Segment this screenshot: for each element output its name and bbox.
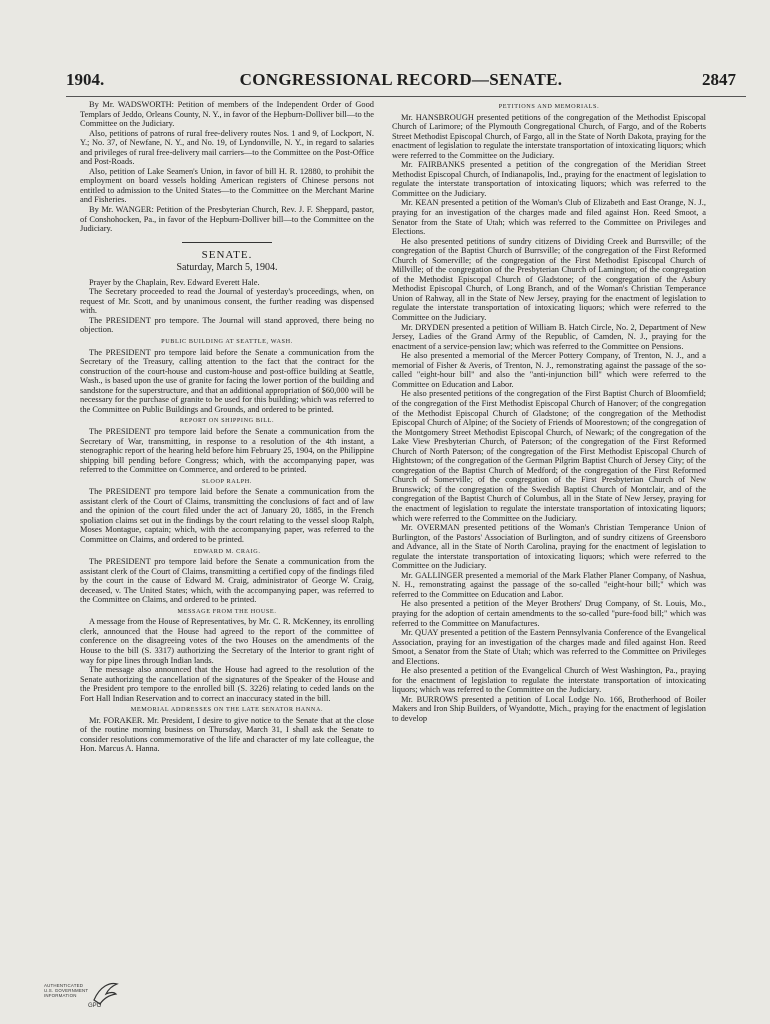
paragraph: By Mr. WANGER: Petition of the Presbyterian Church, Rev. J. F. Sheppard, pastor, of Conshohocken, Pa., in favor of the Hepburn-Dolliver bill—to the Committee on the Judiciary. [80,205,374,234]
section-heading: SLOOP RALPH. [202,477,252,485]
header-year: 1904. [66,70,105,89]
paragraph: The Secretary proceeded to read the Journal of yesterday's proceedings, when, on request of Mr. Scott, and by unanimous consent, the further reading was dispensed with. [80,287,374,316]
section-heading: MEMORIAL ADDRESSES ON THE LATE SENATOR HANNA. [130,706,324,714]
section-heading: MESSAGE FROM THE HOUSE. [177,607,277,615]
right-column [392,100,706,724]
paragraph: He also presented petitions of the congregation of the First Baptist Church of Bloomfield; of the congregation of the First Methodist Episcopal Church of Hanover; of the congregation of the Methodist Episcopal Church of Gladstone; of the congregation of the Methodist Episcopal Church of Alpine; of the Society of Friends of Moorestown; of the congregation of the Montgomery Street Methodist Episcopal Church, of Newark; of the congregation of the Lake View Presbyterian Church, of Paterson; of the congregation of the First Reformed Church of North Paterson; of the congregation of the First Methodist Episcopal Church of Hightstown; of the congregation of the German Pilgrim Baptist Church of Jersey City; of the congregation of the Baptist Church of Medford; of the congregation of the First Reformed Church of Somerville; of the congregation of the First Presbyterian Church of New Brunswick; of the congregation of the Swedish Baptist Church of Montclair, and of the congregation of the Baptist Church of Columbus, all in the State of New Jersey, praying for the enactment of legislation to regulate the interstate transportation of intoxicating liquors; which were referred to the Committee on the Judiciary. [392,389,706,523]
paragraph: Mr. OVERMAN presented petitions of the Woman's Christian Temperance Union of Burlington, of the Pastors' Association of Burlington, and of sundry citizens of Greensboro and Advance, all in the State of North Carolina, praying for the enactment of legislation to regulate the interstate transportation of intoxicating liquors; which were referred to the Committee on the Judiciary. [392,523,706,571]
paragraph: He also presented a petition of the Meyer Brothers' Drug Company, of St. Louis, Mo., praying for the adoption of certain amendments to the so-called "pure-food bill;" which was referred to the Committee on Manufactures. [392,599,706,628]
section-heading: EDWARD M. CRAIG. [193,547,261,555]
paragraph: The PRESIDENT pro tempore laid before the Senate a communication from the assistant clerk of the Court of Claims, transmitting a certified copy of the findings filed by the court in the cause of Edward M. Craig, administrator of George W. Craig, deceased, v. The United States; which, with the accompanying paper, was referred to the Committee on Claims, and ordered to be printed. [80,557,374,605]
paragraph: Prayer by the Chaplain, Rev. Edward Everett Hale. [89,277,260,287]
paragraph: He also presented a memorial of the Mercer Pottery Company, of Trenton, N. J., and a memorial of Fisher & Averis, of Trenton, N. J., remonstrating against the passage of the so-called "eight-hour bill" and also the "anti-injunction bill" which were referred to the Committee on Education and Labor. [392,351,706,389]
paragraph: A message from the House of Representatives, by Mr. C. R. McKenney, its enrolling clerk, announced that the House had agreed to the report of the committee of conference on the disagreeing votes of the two Houses on the amendments of the House to the bill (S. 3317) authorizing the Secretary of the Interior to grant right of way for pipe lines through Indian lands. [80,617,374,665]
header-page-number: 2847 [702,70,736,89]
paragraph: The PRESIDENT pro tempore laid before the Senate a communication from the assistant clerk of the Court of Claims, transmitting the conclusions of fact and of law and the opinion of the court filed under the act of January 20, 1885, in the French spoliation claims set out in the findings by the court relating to the vessel sloop Ralph, Moses Montague, captain; which, with the accompanying paper, was referred to the Committee on Claims, and ordered to be printed. [80,487,374,544]
paragraph: Mr. GALLINGER presented a memorial of the Mark Flather Planer Company, of Nashua, N. H., remonstrating against the passage of the so-called "eight-hour bill;" which was referred to the Committee on Education and Labor. [392,570,706,599]
paragraph: The PRESIDENT pro tempore laid before the Senate a communication from the Secretary of the Treasury, calling attention to the fact that the contract for the construction of the court-house and custom-house and post-office building at Seattle, Wash., is based upon the use of granite for facing the lower portion of the building and sandstone for the superstructure, and that an additional appropriation of $60,000 will be necessary for the purchase of granite to be used for this building; which was referred to the Committee on Public Buildings and Grounds, and ordered to be printed. [80,347,374,414]
session-date: Saturday, March 5, 1904. [176,262,278,274]
section-heading: PETITIONS AND MEMORIALS. [498,103,600,110]
paragraph: Mr. QUAY presented a petition of the Eastern Pennsylvania Conference of the Evangelical Association, praying for an investigation of the charges made and filed against Hon. Reed Smoot, a Senator from the State of Utah; which was referred to the Committee on Privileges and Elections. [392,628,706,666]
header-rule [66,96,746,97]
header-title: CONGRESSIONAL RECORD—SENATE. [239,70,563,89]
authentication-text [44,983,88,998]
paragraph: Also, petition of Lake Seamen's Union, in favor of bill H. R. 12880, to prohibit the employment on board vessels holding American registers of Chinese persons not entitled to admission to the United States—to the Committee on the Merchant Marine and Fisheries. [80,166,374,205]
paragraph: Mr. HANSBROUGH presented petitions of the congregation of the Methodist Episcopal Church of Larimore; of the Plymouth Congregational Church, of Fargo, and of the Roberts Street Methodist Episcopal Church, of Fargo, all in the State of North Dakota, praying for the enactment of legislation to regulate the interstate transportation of intoxicating liquors; which were referred to the Committee on the Judiciary. [392,112,706,160]
paragraph: Mr. KEAN presented a petition of the Woman's Club of Elizabeth and East Orange, N. J., praying for an investigation of the charges made and filed against Hon. Reed Smoot, a Senator from the State of Utah; which was referred to the Committee on Privileges and Elections. [392,198,706,237]
senate-heading: SENATE. [201,248,253,261]
paragraph: The PRESIDENT pro tempore. The Journal will stand approved, there being no objection. [80,315,374,335]
paragraph: Mr. BURROWS presented a petition of Local Lodge No. 166, Brotherhood of Boiler Makers and Iron Ship Builders, of Wyandotte, Mich., praying for the enactment of legislation to develop [392,694,706,723]
paragraph: Mr. FAIRBANKS presented a petition of the congregation of the Meridian Street Methodist Episcopal Church, of Indianapolis, Ind., praying for the enactment of legislation to regulate the interstate transportation of intoxicating liquors; which was referred to the Committee on the Judiciary. [392,160,706,198]
paragraph: Mr. FORAKER. Mr. President, I desire to give notice to the Senate that at the close of the routine morning business on Thursday, March 31, I shall ask the Senate to consider resolutions commemorative of the life and character of my late colleague, the Hon. Marcus A. Hanna. [80,715,374,754]
gpo-authentication-logo [44,978,124,1014]
section-heading: PUBLIC BUILDING AT SEATTLE, WASH. [161,338,293,346]
gpo-label: GPO [88,1003,102,1009]
authenticated-line: INFORMATION [44,993,77,998]
authenticated-line: AUTHENTICATED [44,983,84,988]
authenticated-line: U.S. GOVERNMENT [44,988,89,993]
left-column [80,100,374,754]
section-heading: REPORT ON SHIPPING BILL. [179,417,275,425]
page-header [66,70,736,96]
paragraph: Mr. DRYDEN presented a petition of William B. Hatch Circle, No. 2, Department of New Jersey, Ladies of the Grand Army of the Republic, of Camden, N. J., praying for the enactment of a service-pension law; which was referred to the Committee on Pensions. [392,322,706,351]
paragraph: Also, petitions of patrons of rural free-delivery routes Nos. 1 and 9, of Lockport, N. Y.; No. 37, of Newfane, N. Y., and No. 19, of Lyndonville, N. Y., in regard to salaries and privileges of rural free-delivery mail carriers—to the Committee on the Post-Office and Post-Roads. [80,128,374,167]
paragraph: The message also announced that the House had agreed to the resolution of the Senate authorizing the cancellation of the signatures of the Speaker of the House and the President pro tempore to the enrolled bill (S. 3226) relating to ceded lands on the Fort Hall Indian Reservation and to correct an inaccuracy stated in the bill. [80,665,374,703]
paragraph: He also presented a petition of the Evangelical Church of West Washington, Pa., praying for the enactment of legislation to regulate the interstate transportation of intoxicating liquors; which was referred to the Committee on the Judiciary. [392,666,706,695]
section-divider [182,242,272,243]
paragraph: By Mr. WADSWORTH: Petition of members of the Independent Order of Good Templars of Jeddo, Orleans County, N. Y., in favor of the Hepburn-Dolliver bill—to the Committee on the Judiciary. [80,100,374,129]
paragraph: He also presented petitions of sundry citizens of Dividing Creek and Burrsville; of the congregation of the Baptist Church of Burrsville; of the congregation of the First Reformed Church of Somerville; of the congregation of the First Methodist Episcopal Church of Millville; of the congregation of the Presbyterian Church of Lamington; of the congregation of the Methodist Episcopal Church of Gladstone; of the congregation of the Asbury Methodist Episcopal Church, of Long Branch, and of the Woman's Christian Temperance Union of Rahway, all in the State of New Jersey, praying for the enactment of legislation to regulate the interstate transportation of intoxicating liquors; which were referred to the Committee on the Judiciary. [392,236,706,323]
paragraph: The PRESIDENT pro tempore laid before the Senate a communication from the Secretary of War, transmitting, in response to a resolution of the 4th instant, a stenographic report of the hearing held before him February 25, 1904, on the Philippine shipping bill pending before Congress; which, with the accompanying paper, was referred to the Committee on Commerce, and ordered to be printed. [80,426,374,475]
